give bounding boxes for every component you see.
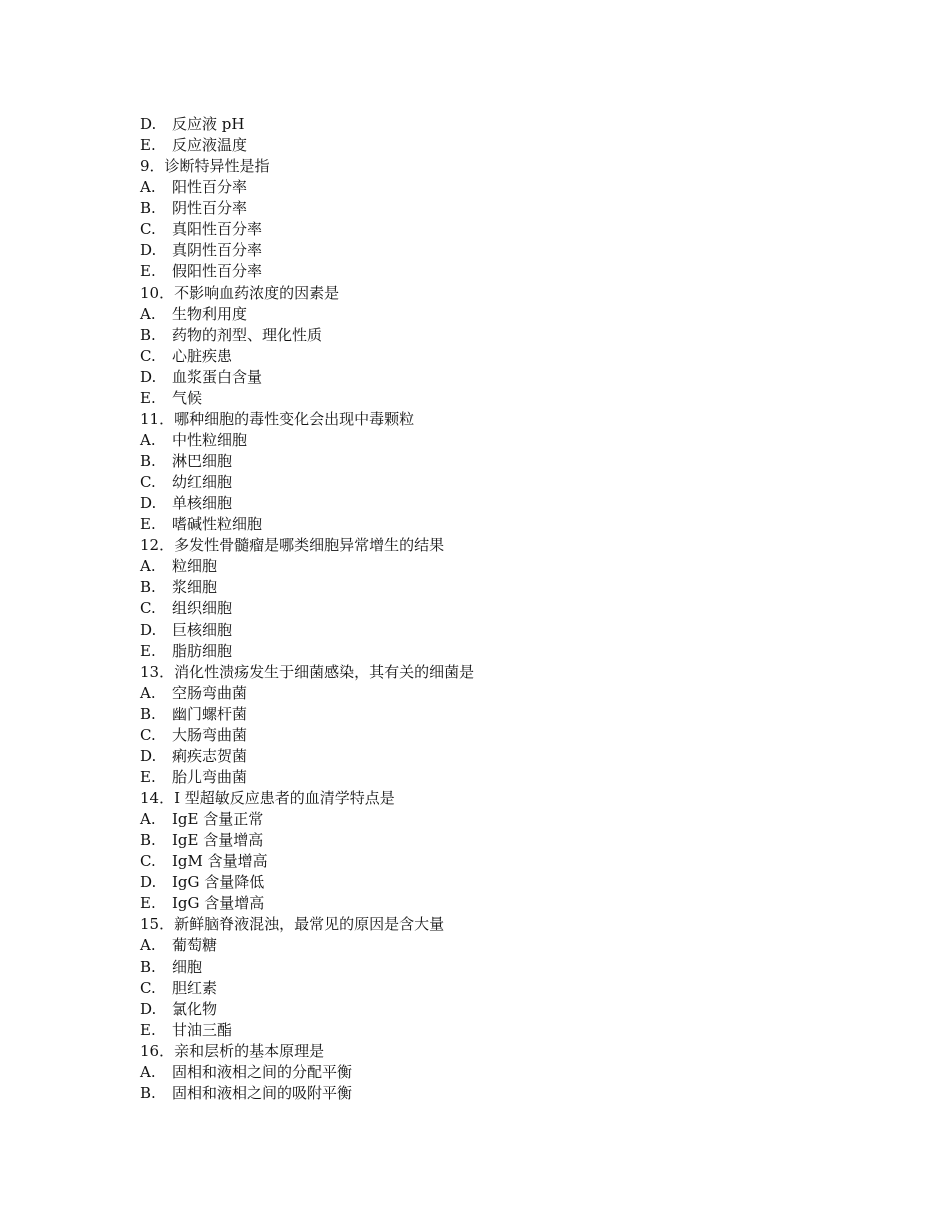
option-text: 大肠弯曲菌 bbox=[172, 725, 248, 744]
option-text: 生物利用度 bbox=[172, 304, 248, 323]
option-letter: A. bbox=[140, 1062, 156, 1081]
option-letter: A. bbox=[140, 936, 156, 955]
option-text: 单核细胞 bbox=[172, 494, 233, 513]
option-letter: E. bbox=[140, 1020, 156, 1039]
question-text: 13．消化性溃疡发生于细菌感染，其有关的细菌是 bbox=[140, 662, 475, 681]
option-letter: D. bbox=[140, 494, 157, 513]
option-letter: C. bbox=[140, 220, 156, 239]
option-text: 中性粒细胞 bbox=[172, 430, 248, 449]
question-text: 16．亲和层析的基本原理是 bbox=[140, 1041, 325, 1060]
answer-option bbox=[140, 935, 840, 956]
answer-option bbox=[140, 598, 840, 619]
option-letter: B. bbox=[140, 831, 156, 850]
option-text: 浆细胞 bbox=[172, 578, 218, 597]
question-stem bbox=[140, 662, 840, 683]
option-text: 空肠弯曲菌 bbox=[172, 683, 248, 702]
question-stem bbox=[140, 283, 840, 304]
answer-option bbox=[140, 767, 840, 788]
answer-option bbox=[140, 367, 840, 388]
option-text: 幼红细胞 bbox=[172, 473, 233, 492]
question-stem bbox=[140, 1041, 840, 1062]
option-text: 甘油三酯 bbox=[172, 1020, 233, 1039]
option-text: 血浆蛋白含量 bbox=[172, 367, 263, 386]
option-letter: D. bbox=[140, 999, 157, 1018]
answer-option bbox=[140, 641, 840, 662]
answer-option bbox=[140, 1083, 840, 1104]
option-text: 细胞 bbox=[172, 957, 203, 976]
option-text: 胎儿弯曲菌 bbox=[172, 767, 248, 786]
answer-option bbox=[140, 830, 840, 851]
option-text: 阳性百分率 bbox=[172, 178, 248, 197]
answer-option bbox=[140, 346, 840, 367]
option-text: 脂肪细胞 bbox=[172, 641, 233, 660]
option-letter: E. bbox=[140, 136, 156, 155]
option-text: 心脏疾患 bbox=[172, 346, 233, 365]
option-text: 阴性百分率 bbox=[172, 199, 248, 218]
option-letter: E. bbox=[140, 515, 156, 534]
answer-option bbox=[140, 135, 840, 156]
answer-option bbox=[140, 809, 840, 830]
option-text: 真阳性百分率 bbox=[172, 220, 263, 239]
option-letter: D. bbox=[140, 241, 157, 260]
answer-option bbox=[140, 577, 840, 598]
question-text: 9．诊断特异性是指 bbox=[140, 157, 270, 176]
option-text: IgG 含量降低 bbox=[172, 873, 265, 892]
option-letter: A. bbox=[140, 304, 156, 323]
answer-option bbox=[140, 872, 840, 893]
option-letter: B. bbox=[140, 452, 156, 470]
answer-option bbox=[140, 683, 840, 704]
answer-option bbox=[140, 851, 840, 872]
option-letter: A. bbox=[140, 683, 156, 702]
option-letter: A. bbox=[140, 178, 156, 197]
answer-option bbox=[140, 198, 840, 219]
option-text: IgE 含量正常 bbox=[172, 810, 264, 829]
option-letter: B. bbox=[140, 704, 156, 723]
option-text: IgG 含量增高 bbox=[172, 894, 265, 913]
option-letter: D. bbox=[140, 746, 157, 765]
option-letter: C. bbox=[140, 346, 156, 365]
option-text: 巨核细胞 bbox=[172, 620, 233, 639]
question-stem bbox=[140, 156, 840, 177]
option-letter: D. bbox=[140, 115, 157, 133]
option-letter: B. bbox=[140, 1083, 156, 1102]
answer-option bbox=[140, 514, 840, 535]
question-stem bbox=[140, 409, 840, 430]
question-stem bbox=[140, 788, 840, 809]
option-text: IgE 含量增高 bbox=[172, 831, 264, 850]
question-text: 12．多发性骨髓瘤是哪类细胞异常增生的结果 bbox=[140, 536, 445, 555]
answer-option bbox=[140, 177, 840, 198]
answer-option bbox=[140, 1020, 840, 1041]
option-letter: C. bbox=[140, 599, 156, 618]
option-letter: D. bbox=[140, 367, 157, 386]
answer-option bbox=[140, 978, 840, 999]
option-text: 痢疾志贺菌 bbox=[172, 746, 248, 765]
question-text: 14．I 型超敏反应患者的血清学特点是 bbox=[140, 789, 395, 807]
option-text: 反应液 pH bbox=[172, 115, 245, 133]
option-letter: B. bbox=[140, 957, 156, 976]
option-text: 胆红素 bbox=[172, 978, 218, 997]
answer-option bbox=[140, 219, 840, 240]
answer-option bbox=[140, 388, 840, 409]
option-letter: E. bbox=[140, 641, 156, 660]
answer-option bbox=[140, 746, 840, 767]
option-letter: C. bbox=[140, 725, 156, 744]
document-body bbox=[140, 114, 840, 1104]
option-letter: C. bbox=[140, 473, 156, 492]
answer-option bbox=[140, 493, 840, 514]
option-text: 药物的剂型、理化性质 bbox=[172, 325, 323, 344]
option-text: 幽门螺杆菌 bbox=[172, 704, 248, 723]
answer-option bbox=[140, 114, 840, 135]
option-text: 淋巴细胞 bbox=[172, 452, 233, 470]
option-letter: B. bbox=[140, 325, 156, 344]
answer-option bbox=[140, 556, 840, 577]
option-text: 反应液温度 bbox=[172, 136, 248, 155]
option-text: 组织细胞 bbox=[172, 599, 233, 618]
option-letter: C. bbox=[140, 978, 156, 997]
option-letter: E. bbox=[140, 894, 156, 913]
question-text: 11．哪种细胞的毒性变化会出现中毒颗粒 bbox=[140, 409, 415, 428]
option-text: 固相和液相之间的吸附平衡 bbox=[172, 1083, 353, 1102]
option-text: 嗜碱性粒细胞 bbox=[172, 515, 263, 534]
question-text: 10．不影响血药浓度的因素是 bbox=[140, 283, 340, 302]
option-letter: A. bbox=[140, 557, 156, 576]
option-text: IgM 含量增高 bbox=[172, 852, 268, 871]
option-text: 氯化物 bbox=[172, 999, 218, 1018]
option-text: 气候 bbox=[172, 388, 203, 407]
option-letter: B. bbox=[140, 199, 156, 218]
option-letter: E. bbox=[140, 388, 156, 407]
answer-option bbox=[140, 261, 840, 282]
option-letter: B. bbox=[140, 578, 156, 597]
option-text: 真阴性百分率 bbox=[172, 241, 263, 260]
answer-option bbox=[140, 725, 840, 746]
answer-option bbox=[140, 325, 840, 346]
answer-option bbox=[140, 957, 840, 978]
answer-option bbox=[140, 451, 840, 472]
answer-option bbox=[140, 472, 840, 493]
question-stem bbox=[140, 535, 840, 556]
question-text: 15．新鲜脑脊液混浊，最常见的原因是含大量 bbox=[140, 915, 445, 934]
option-letter: C. bbox=[140, 852, 156, 871]
answer-option bbox=[140, 620, 840, 641]
option-text: 固相和液相之间的分配平衡 bbox=[172, 1062, 353, 1081]
answer-option bbox=[140, 999, 840, 1020]
option-letter: E. bbox=[140, 262, 156, 281]
option-letter: E. bbox=[140, 767, 156, 786]
answer-option bbox=[140, 704, 840, 725]
option-letter: D. bbox=[140, 873, 157, 892]
option-text: 葡萄糖 bbox=[172, 936, 218, 955]
option-text: 假阳性百分率 bbox=[172, 262, 263, 281]
option-text: 粒细胞 bbox=[172, 557, 218, 576]
option-letter: A. bbox=[140, 430, 156, 449]
question-stem bbox=[140, 914, 840, 935]
option-letter: A. bbox=[140, 810, 156, 829]
answer-option bbox=[140, 893, 840, 914]
answer-option bbox=[140, 1062, 840, 1083]
answer-option bbox=[140, 304, 840, 325]
answer-option bbox=[140, 240, 840, 261]
answer-option bbox=[140, 430, 840, 451]
option-letter: D. bbox=[140, 620, 157, 639]
